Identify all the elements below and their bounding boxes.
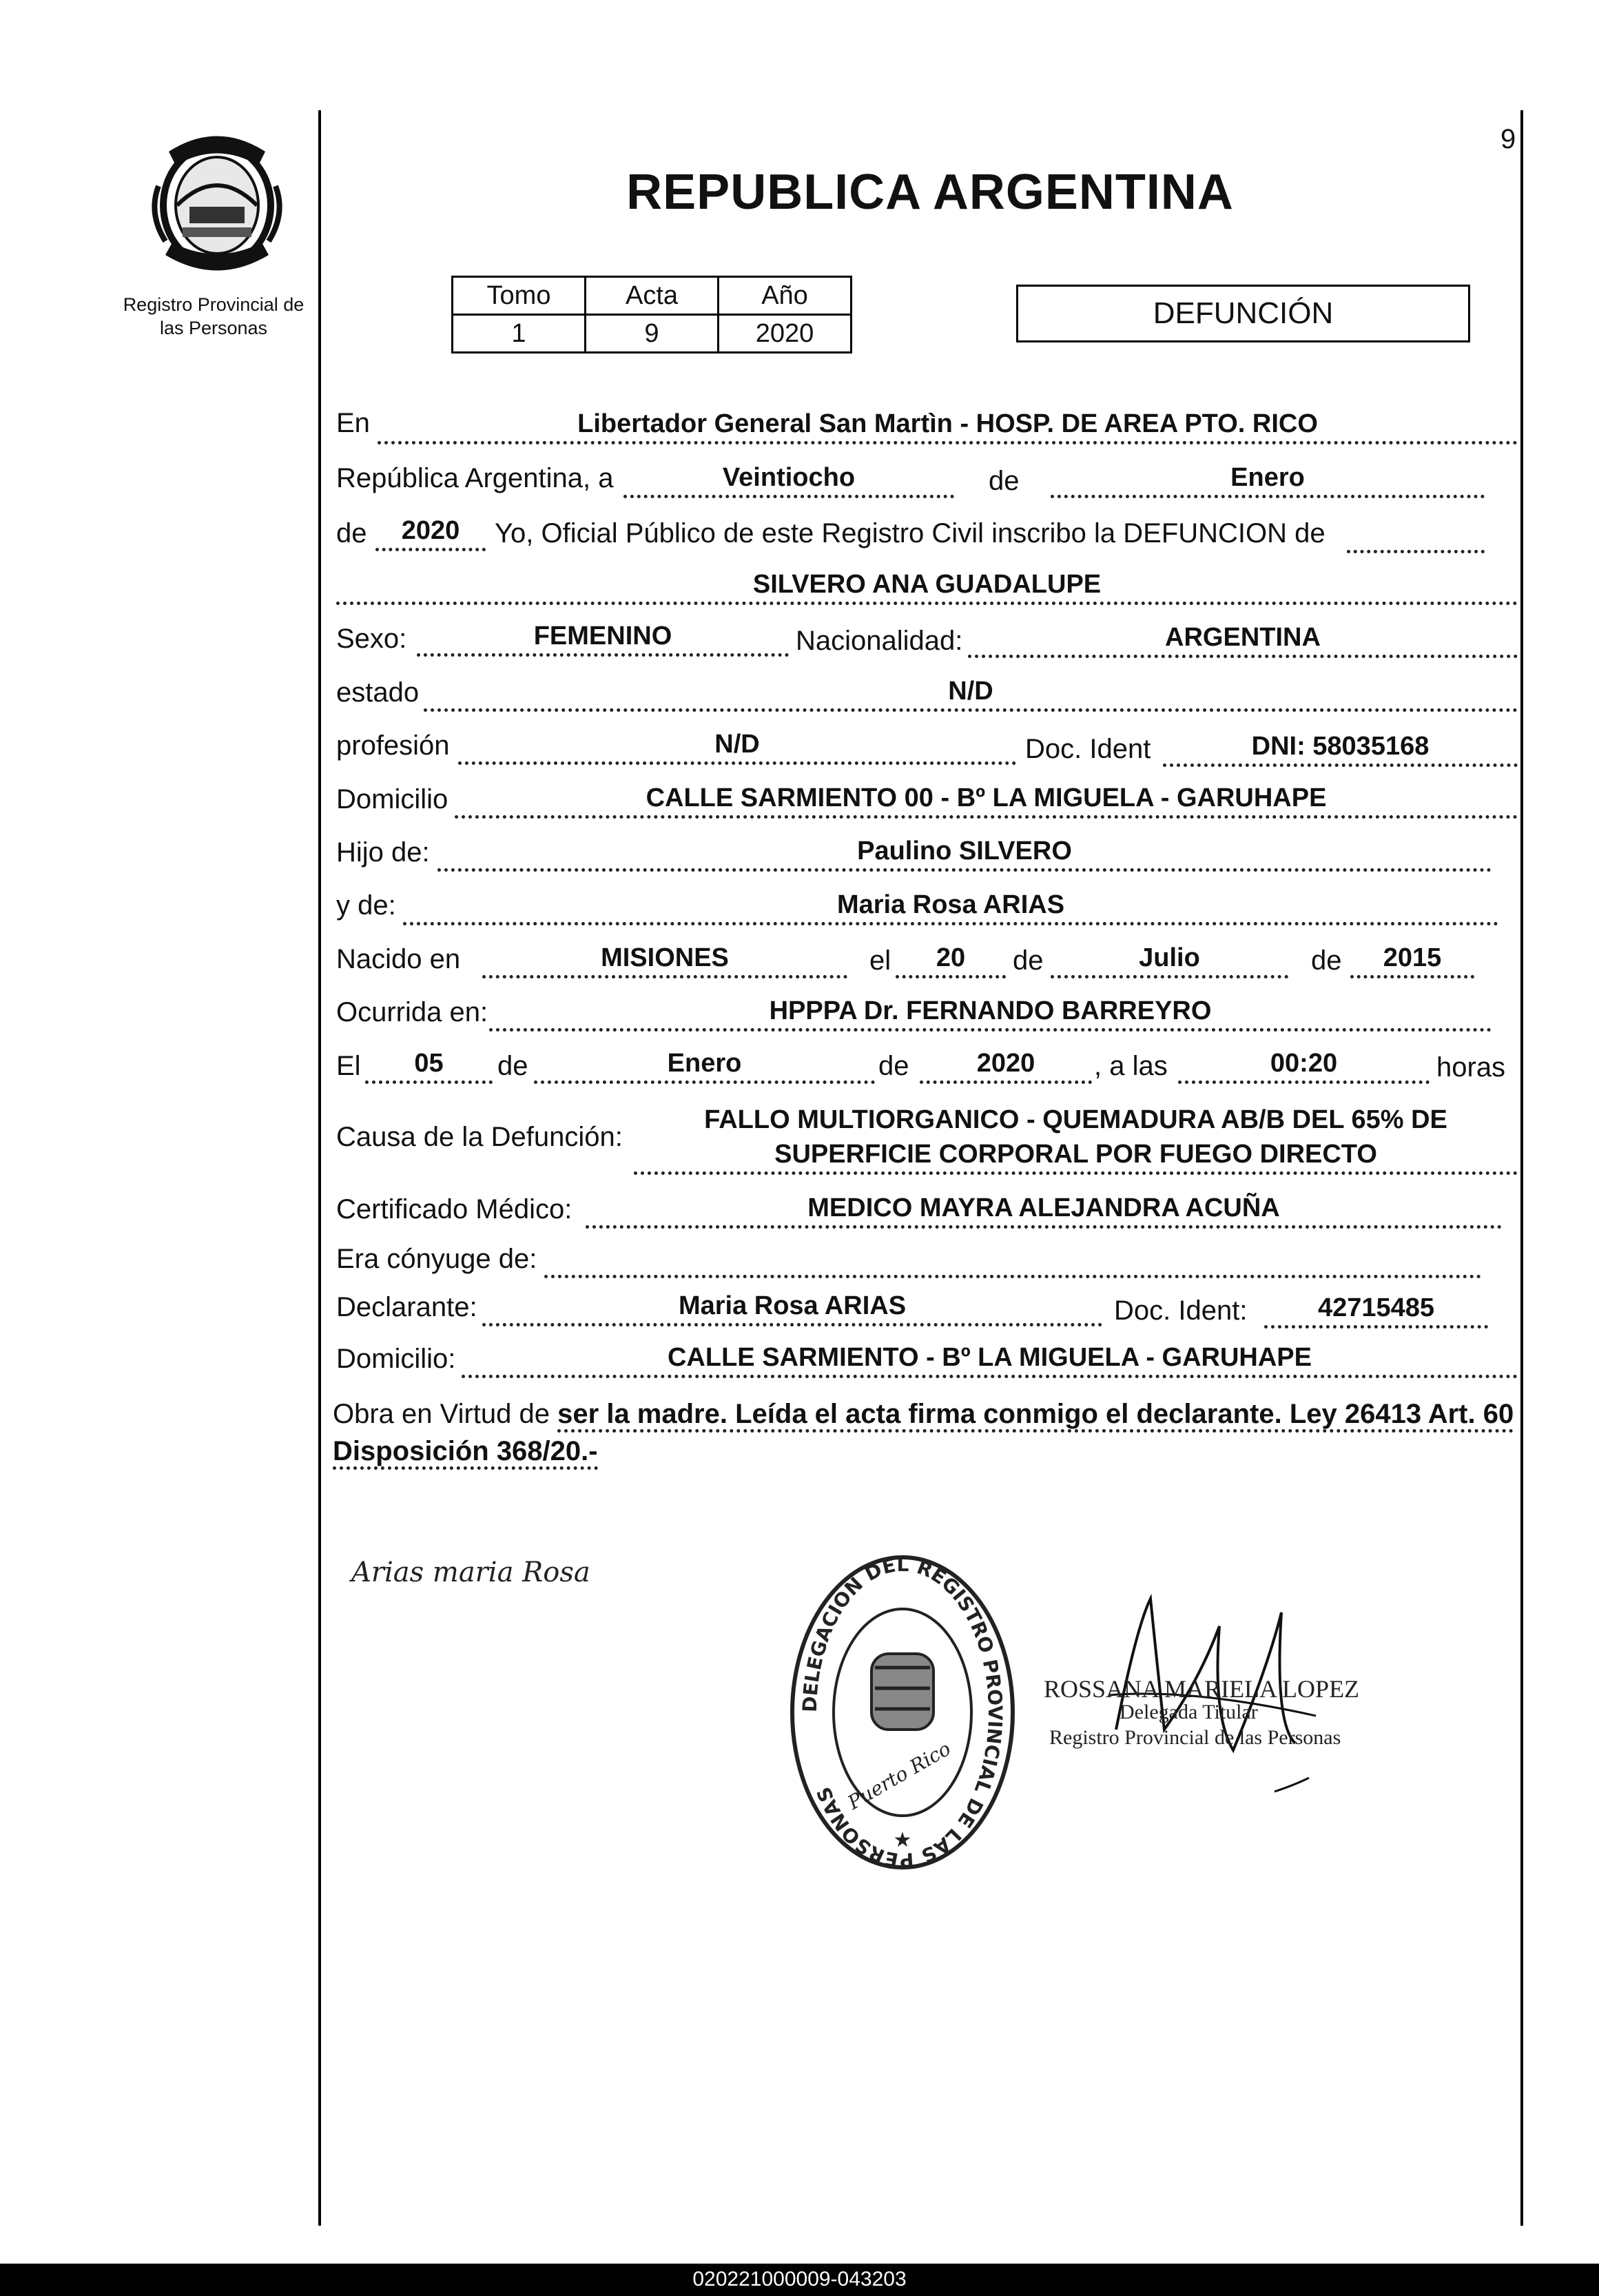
label-de-4: de xyxy=(1311,945,1342,976)
label-a-las: , a las xyxy=(1094,1051,1168,1081)
label-doc-ident-2: Doc. Ident: xyxy=(1114,1295,1248,1326)
field-conyuge xyxy=(544,1240,1481,1278)
label-sexo: Sexo: xyxy=(336,624,407,654)
field-domicilio: CALLE SARMIENTO 00 - Bº LA MIGUELA - GARUHAPE xyxy=(455,781,1518,819)
field-sexo: FEMENINO xyxy=(417,619,789,657)
label-republica: República Argentina, a xyxy=(336,463,614,493)
field-documento: DNI: 58035168 xyxy=(1163,729,1518,767)
field-declarante-domicilio: CALLE SARMIENTO - Bº LA MIGUELA - GARUHAPE xyxy=(462,1340,1518,1378)
field-anio-nacimiento: 2015 xyxy=(1350,941,1474,978)
label-de-5: de xyxy=(497,1051,528,1081)
label-el: el xyxy=(869,945,891,976)
label-de-6: de xyxy=(878,1051,909,1081)
label-de-2: de xyxy=(336,518,367,549)
field-nombre-fallecido: SILVERO ANA GUADALUPE xyxy=(336,567,1518,605)
field-declarante-doc: 42715485 xyxy=(1264,1291,1488,1329)
label-obra: Obra en Virtud de xyxy=(333,1399,550,1429)
dotted-fill-1 xyxy=(1347,550,1485,553)
declarant-signature xyxy=(348,1540,665,1602)
field-causa-linea2: SUPERFICIE CORPORAL POR FUEGO DIRECTO xyxy=(634,1137,1518,1175)
anio-value: 2020 xyxy=(719,315,852,353)
record-table xyxy=(451,276,852,353)
field-madre: Maria Rosa ARIAS xyxy=(403,888,1498,925)
field-mes-defuncion: Enero xyxy=(534,1046,875,1084)
page-number: 9 xyxy=(1500,124,1516,154)
obra-en-virtud xyxy=(333,1395,1518,1470)
field-nacionalidad: ARGENTINA xyxy=(968,620,1518,658)
stamp-center-text: Puerto Rico xyxy=(843,1736,955,1814)
field-dia-inscripcion: Veintiocho xyxy=(623,460,954,498)
province-seal-logo xyxy=(134,124,300,283)
field-dia-nacimiento: 20 xyxy=(896,941,1006,978)
field-dia-defuncion: 05 xyxy=(365,1046,493,1084)
field-causa-linea1: FALLO MULTIORGANICO - QUEMADURA AB/B DEL 65% DE xyxy=(704,1105,1447,1134)
record-type-box: DEFUNCIÓN xyxy=(1016,285,1470,342)
label-conyuge: Era cónyuge de: xyxy=(336,1244,537,1274)
label-nacido-en: Nacido en xyxy=(336,944,461,974)
label-yo-inscribo: Yo, Oficial Público de este Registro Civil inscribo la DEFUNCION de xyxy=(495,518,1325,549)
field-mes-nacimiento: Julio xyxy=(1051,941,1288,978)
field-hora-defuncion: 00:20 xyxy=(1178,1046,1430,1084)
stamp-ring-text: DELEGACION DEL REGISTRO PROVINCIAL DE LAS PERSONAS xyxy=(798,1552,1007,1872)
field-profesion: N/D xyxy=(458,727,1016,765)
official-stamp xyxy=(785,1550,1020,1874)
label-nacionalidad: Nacionalidad: xyxy=(796,626,963,656)
label-de-1: de xyxy=(989,466,1020,496)
official-office: Registro Provincial de las Personas xyxy=(1049,1726,1341,1749)
field-lugar: Libertador General San Martìn - HOSP. DE AREA PTO. RICO xyxy=(378,407,1518,444)
col-anio-header: Año xyxy=(719,277,852,315)
label-en: En xyxy=(336,408,370,438)
country-title: REPUBLICA ARGENTINA xyxy=(626,165,1234,220)
svg-text:★: ★ xyxy=(893,1829,912,1852)
label-ocurrida-en: Ocurrida en: xyxy=(336,997,488,1027)
label-horas: horas xyxy=(1436,1052,1506,1083)
field-lugar-defuncion: HPPPA Dr. FERNANDO BARREYRO xyxy=(489,994,1492,1032)
tomo-value: 1 xyxy=(453,315,586,353)
registry-office-caption: Registro Provincial de las Personas xyxy=(123,294,305,338)
footer-code: 020221000009-043203 xyxy=(692,2268,907,2290)
field-lugar-nacimiento: MISIONES xyxy=(482,941,847,978)
acta-value: 9 xyxy=(586,315,719,353)
left-margin-line xyxy=(318,110,321,2226)
field-anio-inscripcion: 2020 xyxy=(375,513,486,551)
field-estado: N/D xyxy=(424,674,1518,712)
right-margin-line xyxy=(1520,110,1523,2226)
label-el-cap: El xyxy=(336,1051,361,1081)
col-acta-header: Acta xyxy=(586,277,719,315)
field-padre: Paulino SILVERO xyxy=(437,834,1492,872)
field-declarante: Maria Rosa ARIAS xyxy=(482,1289,1102,1326)
label-doc-ident: Doc. Ident xyxy=(1025,734,1151,764)
field-anio-defuncion: 2020 xyxy=(920,1046,1092,1084)
label-estado: estado xyxy=(336,677,420,708)
label-de-3: de xyxy=(1013,945,1044,976)
label-y-de: y de: xyxy=(336,890,396,921)
official-name: ROSSANA MARIELA LOPEZ xyxy=(1044,1675,1360,1703)
col-tomo-header: Tomo xyxy=(453,277,586,315)
field-obra-virtud: ser la madre. Leída el acta firma conmigo el declarante. Ley 26413 Art. 60 Disposición 368/20.- xyxy=(333,1399,1514,1470)
label-causa: Causa de la Defunción: xyxy=(336,1122,623,1152)
label-profesion: profesión xyxy=(336,730,450,761)
declarant-signature-text: Arias maria Rosa xyxy=(351,1557,590,1588)
field-mes-inscripcion: Enero xyxy=(1051,460,1485,498)
label-declarante: Declarante: xyxy=(336,1292,477,1322)
label-certificado: Certificado Médico: xyxy=(336,1194,572,1224)
field-certificado-medico: MEDICO MAYRA ALEJANDRA ACUÑA xyxy=(586,1191,1502,1229)
label-hijo-de: Hijo de: xyxy=(336,837,430,868)
official-role: Delegada Titular xyxy=(1120,1701,1258,1723)
label-domicilio: Domicilio xyxy=(336,784,448,814)
label-domicilio-2: Domicilio: xyxy=(336,1344,456,1374)
